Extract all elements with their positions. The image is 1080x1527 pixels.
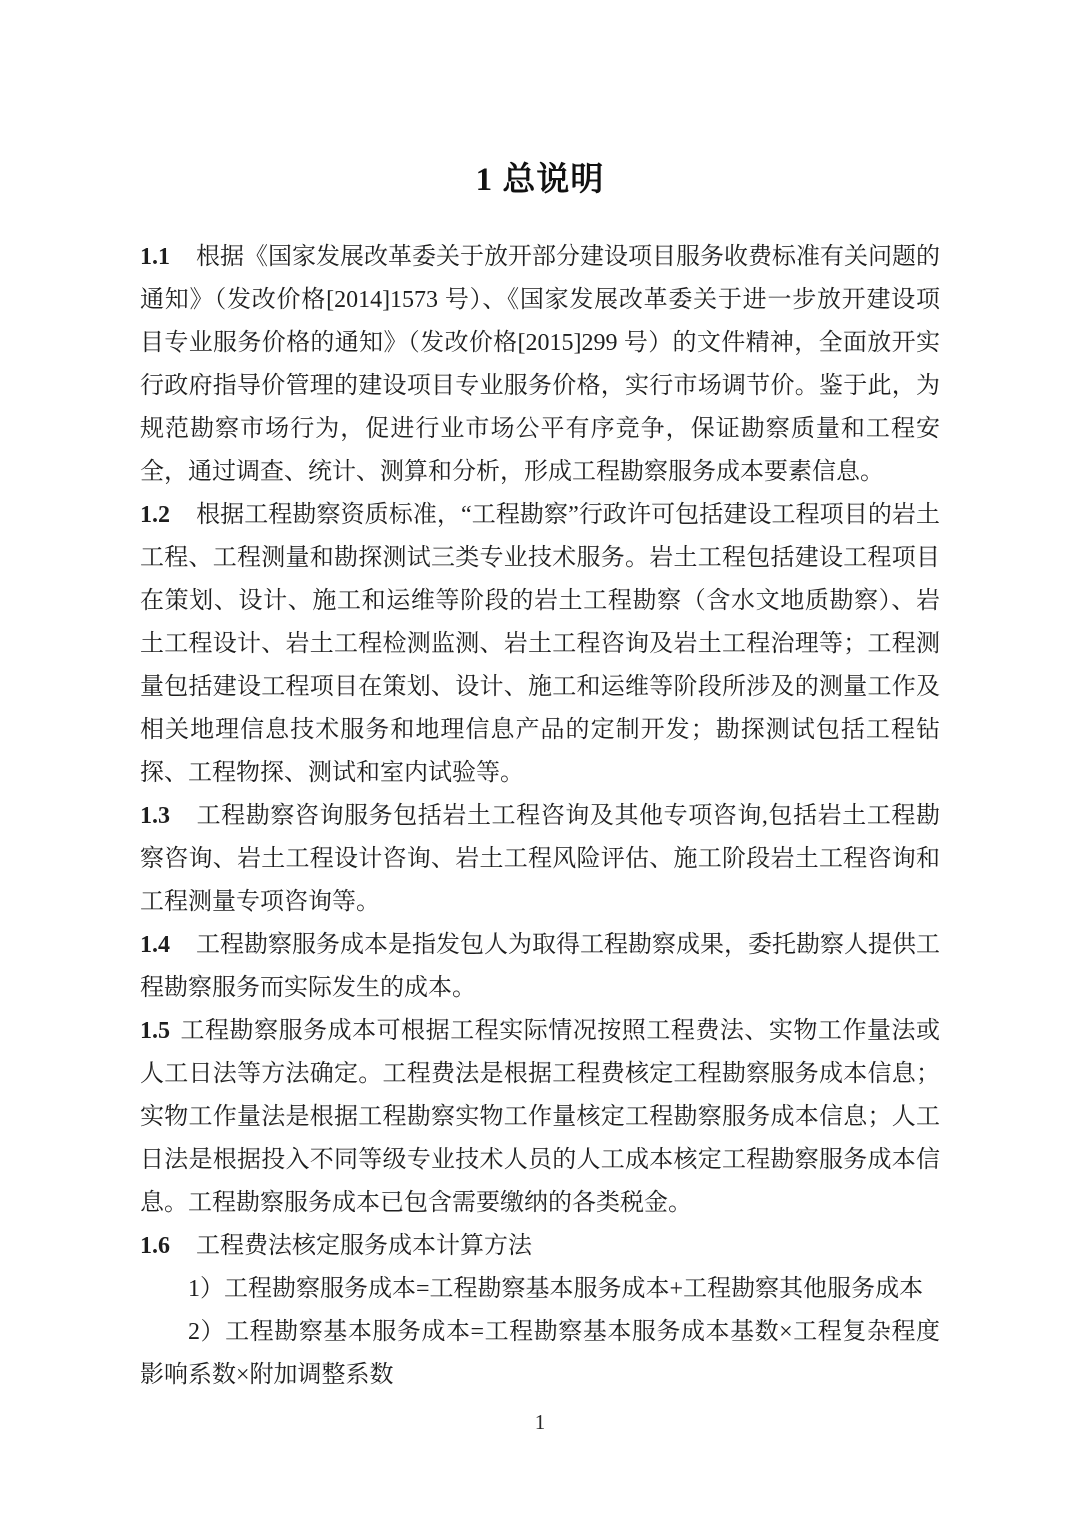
formula-item-2: 2）工程勘察基本服务成本=工程勘察基本服务成本基数×工程复杂程度影响系数×附加调整系数 <box>140 1319 940 1388</box>
clause-number: 1.1 <box>140 244 170 270</box>
clause-1-4 <box>140 924 940 1010</box>
clause-text: 工程费法核定服务成本计算方法 <box>196 1233 532 1259</box>
clause-text: 工程勘察服务成本是指发包人为取得工程勘察成果，委托勘察人提供工程勘察服务而实际发生的成本。 <box>140 932 940 1001</box>
page-title: 1 总说明 <box>475 162 605 198</box>
clause-1-6 <box>140 1225 940 1268</box>
clause-text: 工程勘察咨询服务包括岩土工程咨询及其他专项咨询,包括岩土工程勘察咨询、岩土工程设计咨询、岩土工程风险评估、施工阶段岩土工程咨询和工程测量专项咨询等。 <box>140 803 940 915</box>
formula-item-1: 1）工程勘察服务成本=工程勘察基本服务成本+工程勘察其他服务成本 <box>188 1276 924 1302</box>
clause-number: 1.4 <box>140 932 170 958</box>
clause-text: 工程勘察服务成本可根据工程实际情况按照工程费法、实物工作量法或人工日法等方法确定。工程费法是根据工程费核定工程勘察服务成本信息；实物工作量法是根据工程勘察实物工作量核定工程勘察服务成本信息；人工日法是根据投入不同等级专业技术人员的人工成本核定工程勘察服务成本信息。工程勘察服务成本已包含需要缴纳的各类税金。 <box>140 1018 940 1216</box>
clause-number: 1.6 <box>140 1233 170 1259</box>
clause-number: 1.5 <box>140 1018 170 1044</box>
clause-text: 根据工程勘察资质标准，“工程勘察”行政许可包括建设工程项目的岩土工程、工程测量和勘探测试三类专业技术服务。岩土工程包括建设工程项目在策划、设计、施工和运维等阶段的岩土工程勘察（含水文地质勘察）、岩土工程设计、岩土工程检测监测、岩土工程咨询及岩土工程治理等；工程测量包括建设工程项目在策划、设计、施工和运维等阶段所涉及的测量工作及相关地理信息技术服务和地理信息产品的定制开发；勘探测试包括工程钻探、工程物探、测试和室内试验等。 <box>140 502 940 786</box>
clause-text: 根据《国家发展改革委关于放开部分建设项目服务收费标准有关问题的通知》（发改价格[2014]1573 号）、《国家发展改革委关于进一步放开建设项目专业服务价格的通知》（发改价格[2015]299 号）的文件精神，全面放开实行政府指导价管理的建设项目专业服务价格，实行市场调节价。鉴于此，为规范勘察市场行为，促进行业市场公平有序竞争，保证勘察质量和工程安全，通过调查、统计、测算和分析，形成工程勘察服务成本要素信息。 <box>140 244 940 485</box>
clause-1-5 <box>140 1010 940 1225</box>
page-number: 1 <box>534 1410 546 1434</box>
document-body <box>140 158 940 1397</box>
clause-1-2 <box>140 494 940 795</box>
clause-1-3 <box>140 795 940 924</box>
clause-number: 1.2 <box>140 502 170 528</box>
clause-1-1 <box>140 236 940 494</box>
clause-number: 1.3 <box>140 803 170 829</box>
